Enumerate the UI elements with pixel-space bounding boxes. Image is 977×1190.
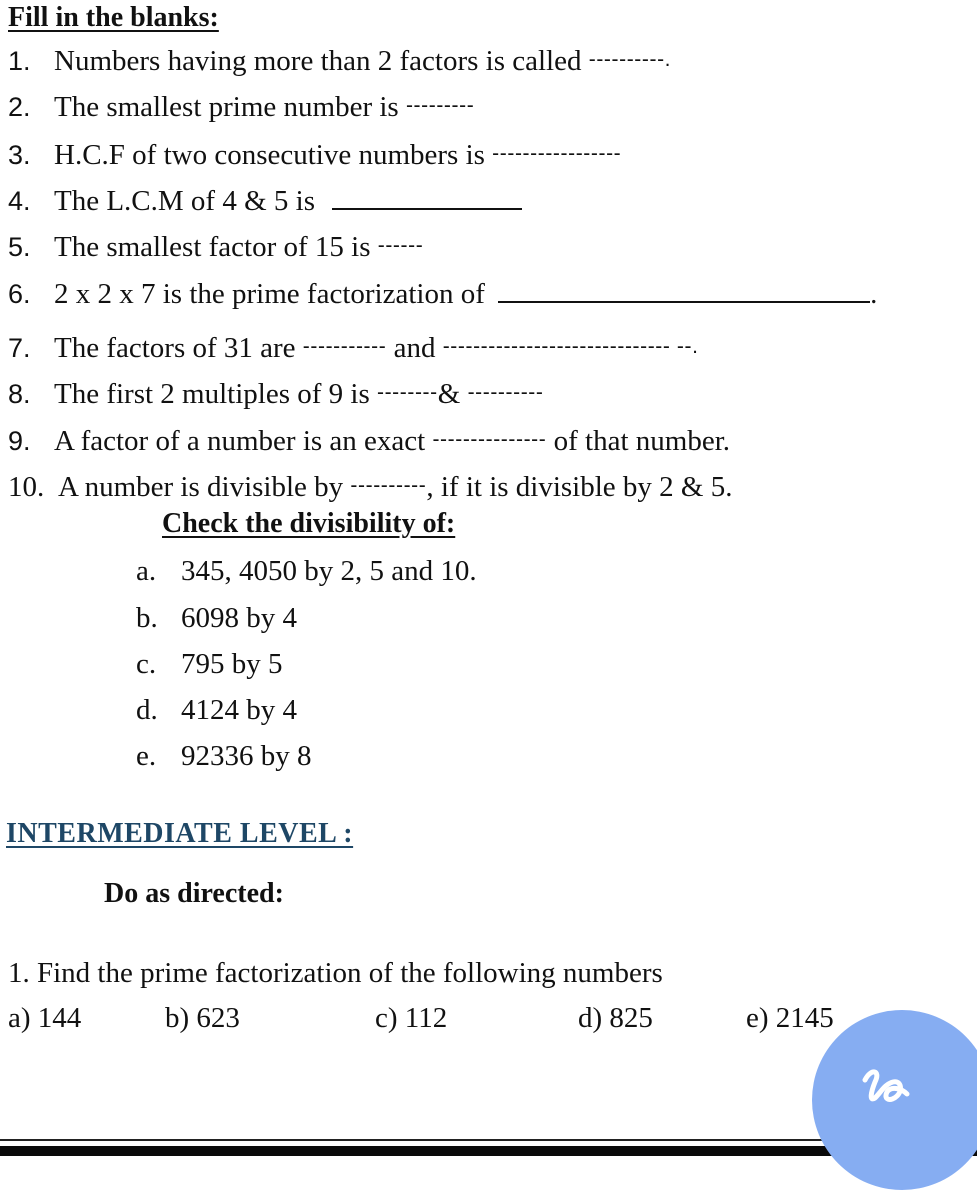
answer-line <box>498 279 870 303</box>
question-1 <box>8 45 671 78</box>
question-text: Numbers having more than 2 factors is called <box>54 45 582 77</box>
question-connector: of that number. <box>553 425 731 457</box>
question-text: A number is divisible by <box>58 471 344 503</box>
question-4 <box>8 185 522 218</box>
question-number: 2. <box>8 92 31 122</box>
option-b: b) 623 <box>165 1002 240 1034</box>
answer-blank: ----------------- <box>492 142 622 165</box>
question-3 <box>8 139 621 172</box>
question-text: 2 x 2 x 7 is the prime factorization of <box>54 278 485 310</box>
divisibility-item <box>136 555 477 588</box>
question-8 <box>8 378 544 411</box>
item-label: c. <box>136 648 157 680</box>
answer-blank: ------ <box>377 234 424 257</box>
question-text: The factors of 31 are <box>54 332 296 364</box>
do-as-directed-heading: Do as directed: <box>104 878 284 909</box>
option-d: d) 825 <box>578 1002 653 1034</box>
answer-blank: --------- <box>405 94 475 117</box>
question-10 <box>8 471 732 504</box>
question-connector: & <box>437 378 461 410</box>
section-heading-fill-blanks: Fill in the blanks: <box>8 2 219 33</box>
answer-blank: ---------- <box>350 474 427 497</box>
question-text: H.C.F of two consecutive numbers is <box>54 139 485 171</box>
answer-blank: ----------- <box>302 335 387 358</box>
question-text: The L.C.M of 4 & 5 is <box>54 185 315 217</box>
prime-factorization-question: 1. Find the prime factorization of the following numbers <box>8 957 663 989</box>
item-label: d. <box>136 694 158 726</box>
question-number: 10. <box>8 471 45 503</box>
question-5 <box>8 231 423 264</box>
answer-line <box>332 186 522 210</box>
item-text: 795 by 5 <box>181 648 283 680</box>
option-c: c) 112 <box>375 1002 448 1034</box>
question-text: The smallest factor of 15 is <box>54 231 371 263</box>
item-text: 92336 by 8 <box>181 740 312 772</box>
question-number: 5. <box>8 232 31 262</box>
answer-blank: --------------- <box>432 428 547 451</box>
question-number: 1. <box>8 46 31 76</box>
answer-blank: ------------------------------ --. <box>442 335 699 358</box>
question-text: The first 2 multiples of 9 is <box>54 378 370 410</box>
answer-blank: ---------- <box>467 381 544 404</box>
question-number: 4. <box>8 186 31 216</box>
divisibility-item <box>136 740 312 773</box>
item-text: 6098 by 4 <box>181 602 297 634</box>
question-text: A factor of a number is an exact <box>54 425 426 457</box>
pen-scribble-icon[interactable] <box>855 1058 915 1118</box>
intermediate-level-heading: INTERMEDIATE LEVEL : <box>6 818 354 849</box>
answer-blank: ----------. <box>588 48 672 71</box>
item-label: e. <box>136 740 157 772</box>
option-e: e) 2145 <box>746 1002 834 1034</box>
divisibility-item <box>136 648 283 681</box>
item-text: 345, 4050 by 2, 5 and 10. <box>181 555 477 587</box>
question-7 <box>8 332 699 365</box>
question-9 <box>8 425 730 458</box>
item-label: b. <box>136 602 158 634</box>
question-text: The smallest prime number is <box>54 91 399 123</box>
item-text: 4124 by 4 <box>181 694 297 726</box>
question-6 <box>8 278 877 311</box>
option-a: a) 144 <box>8 1002 82 1034</box>
question-connector: and <box>393 332 436 364</box>
question-number: 8. <box>8 379 31 409</box>
divisibility-heading: Check the divisibility of: <box>162 508 456 539</box>
question-number: 3. <box>8 140 31 170</box>
question-2 <box>8 91 474 124</box>
question-connector: , if it is divisible by 2 & 5. <box>426 471 733 503</box>
question-number: 6. <box>8 279 31 309</box>
divisibility-item <box>136 602 297 635</box>
question-number: 9. <box>8 426 31 456</box>
question-end: . <box>870 278 878 310</box>
question-number: 7. <box>8 333 31 363</box>
answer-blank: -------- <box>377 381 438 404</box>
divisibility-item <box>136 694 297 727</box>
item-label: a. <box>136 555 157 587</box>
